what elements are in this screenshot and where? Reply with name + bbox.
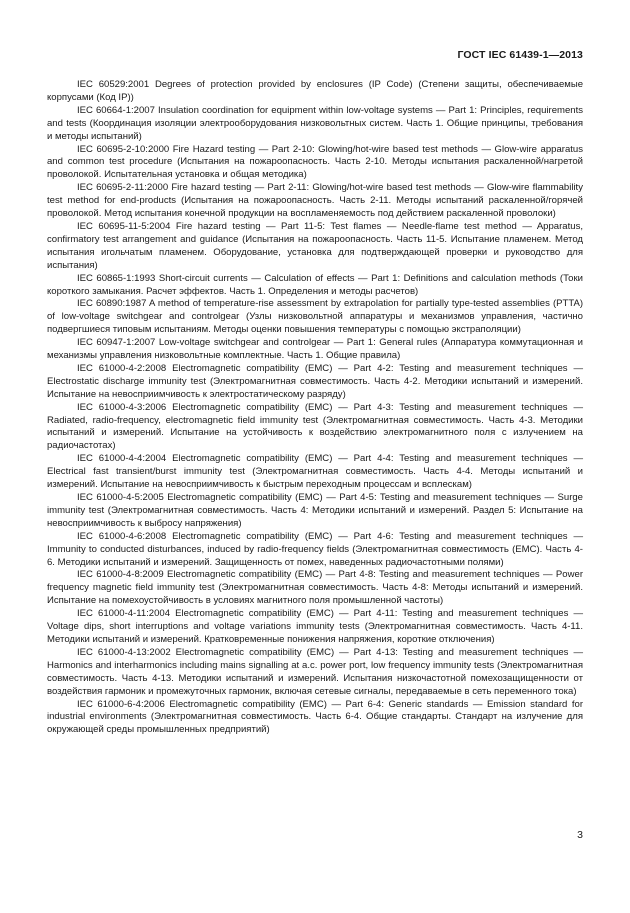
reference-item: IEC 61000-6-4:2006 Electromagnetic compatibility (EMC) — Part 6-4: Generic standards — Emission standard for industrial environments (Электромагнитная совместимость. Часть 6-4. Общие стандарты. Стандарт на излучение для окружающей среды промышленных предприятий) xyxy=(47,698,583,736)
reference-item: IEC 60695-2-10:2000 Fire Hazard testing — Part 2-10: Glowing/hot-wire based test methods — Glow-wire apparatus and common test procedure (Испытания на пожароопасность. Часть 2-10. Методы испытания раскаленной/нагретой проволокой. Испытательная установка и общая методика) xyxy=(47,143,583,181)
reference-item: IEC 60695-11-5:2004 Fire hazard testing — Part 11-5: Test flames — Needle-flame test method — Apparatus, confirmatory test arrangement and guidance (Испытания на пожароопасность. Часть 11-5. Испытание пламенем. Метод испытания игольчатым пламенем. Оборудование, установка для подтверждающей проверки и руководство для испытания) xyxy=(47,220,583,271)
reference-item: IEC 61000-4-5:2005 Electromagnetic compatibility (EMC) — Part 4-5: Testing and measurement techniques — Surge immunity test (Электромагнитная совместимость. Часть 4: Методики испытаний и измерений. Раздел 5: Испытание на невосприимчивость к выбросу напряжения) xyxy=(47,492,583,529)
reference-item: IEC 61000-4-11:2004 Electromagnetic compatibility (EMC) — Part 4-11: Testing and measurement techniques — Voltage dips, short interruptions and voltage variations immunity tests (Электромагнитная совместимость. Часть 4-11. Методики испытаний и измерений. Кратковременные понижения напряжения, короткие отключения) xyxy=(47,608,583,645)
reference-item: IEC 61000-4-3:2006 Electromagnetic compatibility (EMC) — Part 4-3: Testing and measurement techniques — Radiated, radio-frequency, electromagnetic field immunity test (Электромагнитная совместимость. Часть 4-3. Методики испытаний и измерений. Испытание на устойчивость к воздействию электромагнитного поля с излучением на радиочастотах) xyxy=(47,401,583,452)
normative-references xyxy=(47,79,583,737)
page-number: 3 xyxy=(577,829,583,841)
reference-item: IEC 60947-1:2007 Low-voltage switchgear and controlgear — Part 1: General rules (Аппаратура коммутационная и механизмы управления низковольтные комплектные. Часть 1. Общие правила) xyxy=(47,337,583,362)
reference-item: IEC 61000-4-6:2008 Electromagnetic compatibility (EMC) — Part 4-6: Testing and measurement techniques — Immunity to conducted disturbances, induced by radio-frequency fields (Электромагнитная совместимость (ЕМС). Часть 4-6. Методики испытаний и измерений. Защищенность от помех, наведенных радиочастотными полями) xyxy=(47,530,583,568)
reference-item: IEC 61000-4-4:2004 Electromagnetic compatibility (EMC) — Part 4-4: Testing and measurement techniques — Electrical fast transient/burst immunity test (Электромагнитная совместимость. Часть 4-4. Методы испытаний и измерений. Испытание на невосприимчивость к быстрым переходным процессам и всплескам) xyxy=(47,453,583,491)
reference-item: IEC 60664-1:2007 Insulation coordination for equipment within low-voltage systems — Part 1: Principles, requirements and tests (Координация изоляции электрооборудования низковольтных систем. Часть 1. Общие принципы, требования и методы испытаний) xyxy=(47,104,583,142)
document-header: ГОСТ IEC 61439-1—2013 xyxy=(457,49,583,61)
reference-item: IEC 61000-4-13:2002 Electromagnetic compatibility (EMC) — Part 4-13: Testing and measurement techniques — Harmonics and interharmonics including mains signalling at a.c. power port, low frequency immunity tests (Электромагнитная совместимость. Часть 4-13. Методики испытаний и измерений. Испытания низкочастотной помехозащищенности от воздействия гармоник и промежуточных гармоник, включая сетевые сигналы, передаваемые в сеть переменного тока) xyxy=(47,646,583,697)
reference-item: IEC 60865-1:1993 Short-circuit currents — Calculation of effects — Part 1: Definitions and calculation methods (Токи короткого замыкания. Расчет эффектов. Часть 1. Определения и методы расчетов) xyxy=(47,272,583,297)
reference-item: IEC 61000-4-8:2009 Electromagnetic compatibility (EMC) — Part 4-8: Testing and measurement techniques — Power frequency magnetic field immunity test (Электромагнитная совместимость. Часть 4-8: Методы испытаний и измерений. Испытание на помехоустойчивость в условиях магнитного поля промышленной частоты) xyxy=(47,569,583,607)
reference-item: IEC 60890:1987 A method of temperature-rise assessment by extrapolation for partially type-tested assemblies (PTTA) of low-voltage switchgear and controlgear (Узлы низковольтной аппаратуры и механизмов управления, частично подвергшиеся типовым испытаниям. Методы оценки повышения температуры с помощью экстраполяции) xyxy=(47,298,583,336)
reference-item: IEC 60529:2001 Degrees of protection provided by enclosures (IP Code) (Степени защиты, обеспечиваемые корпусами (Код IP)) xyxy=(47,79,583,103)
reference-item: IEC 61000-4-2:2008 Electromagnetic compatibility (EMC) — Part 4-2: Testing and measurement techniques — Electrostatic discharge immunity test (Электромагнитная совместимость. Часть 4-2. Методики испытаний и измерений. Испытание на невосприимчивость к электростатическому разряду) xyxy=(47,362,583,400)
reference-item: IEC 60695-2-11:2000 Fire hazard testing — Part 2-11: Glowing/hot-wire based test methods — Glow-wire flammability test method for end-products (Испытания на пожароопасность. Часть 2-11. Методы испытаний раскаленной/горячей проволокой. Метод испытания конечной продукции на воспламеняемость под действием раскаленной проволоки) xyxy=(47,182,583,220)
